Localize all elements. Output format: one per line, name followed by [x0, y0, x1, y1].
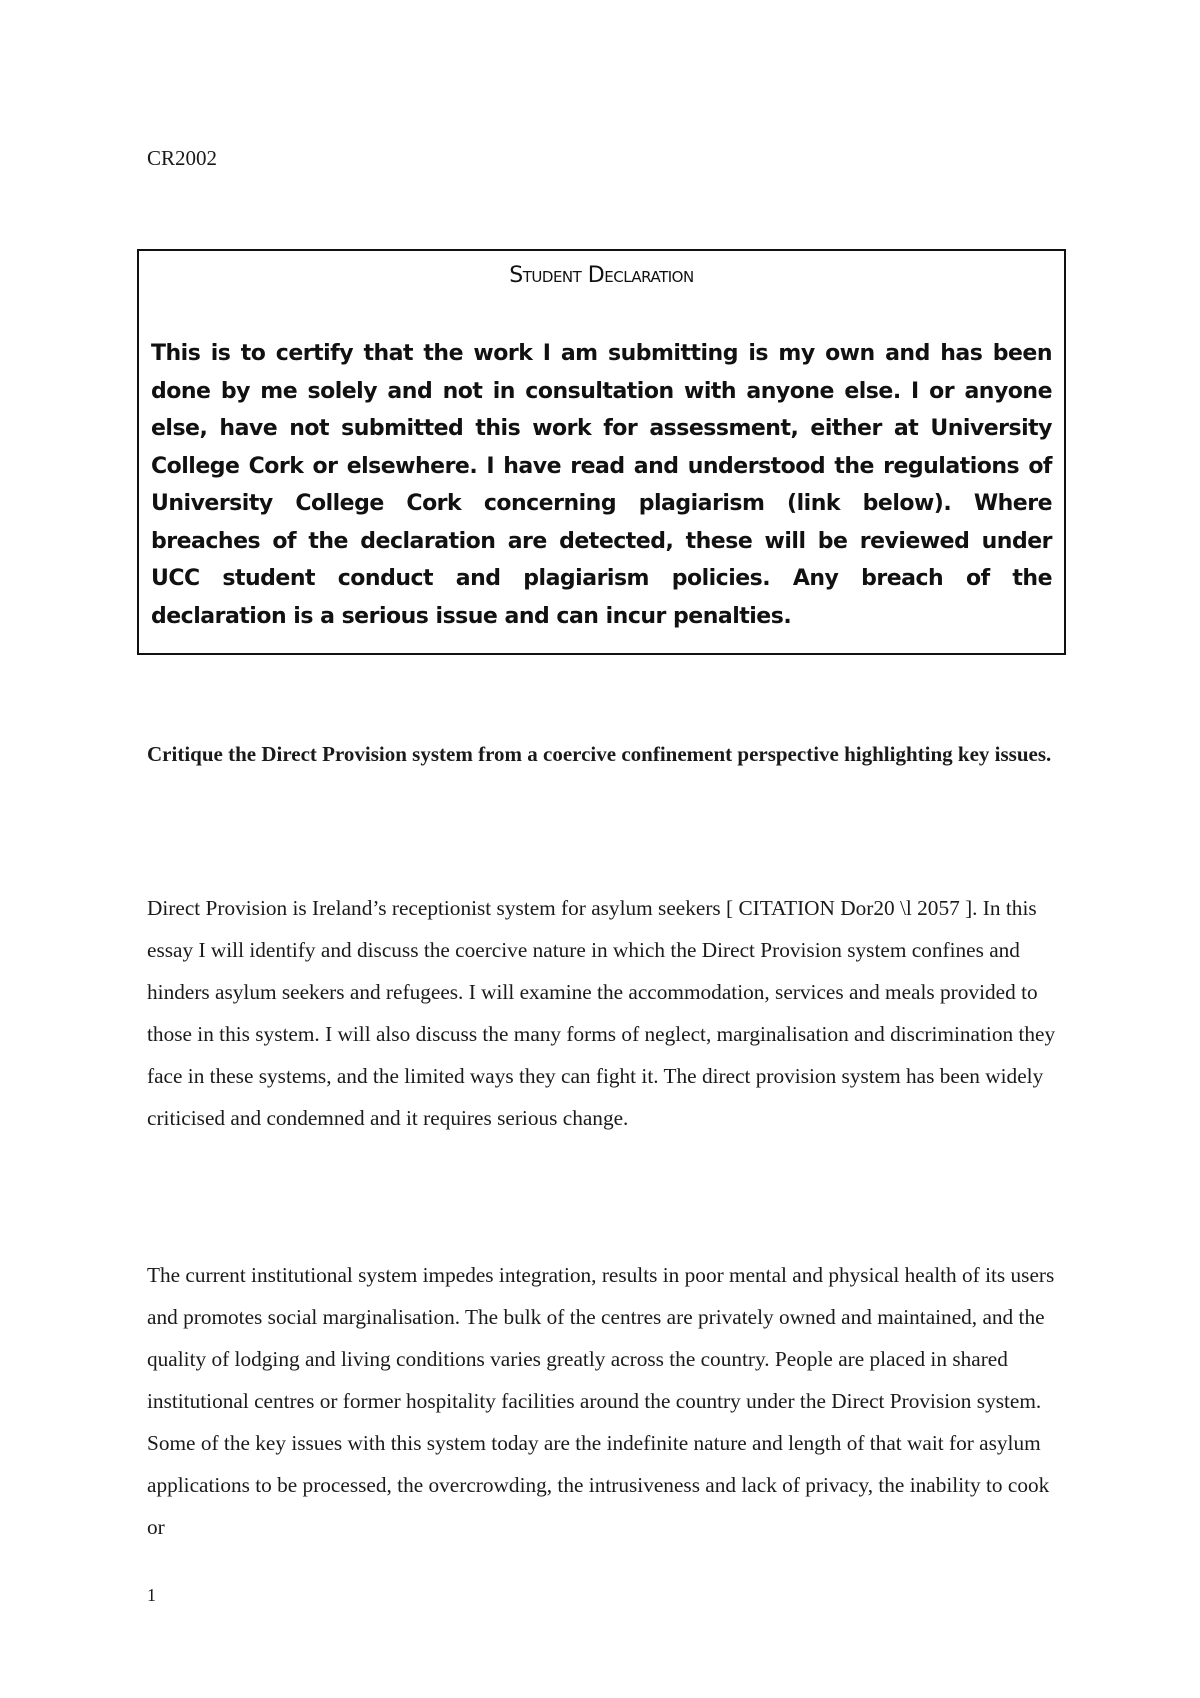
declaration-text: This is to certify that the work I am submitting is my own and has been done by me solely and not in consultation with anyone else. I or anyone else, have not submitted this work for assessment, either at University College Cork or elsewhere. I have read and understood the regulations of University College Cork concerning plagiarism (link below). Where breaches of the declaration are detected, these will be reviewed under UCC student conduct and plagiarism policies. Any breach of the declaration is a serious issue and can incur penalties. [151, 341, 1052, 629]
course-code: CR2002 [147, 146, 218, 170]
essay-question: Critique the Direct Provision system from a coercive confinement perspective highlighting key issues. [147, 742, 1052, 766]
declaration-title: Student Declaration [509, 263, 694, 288]
page-number: 1 [147, 1585, 156, 1605]
body-paragraph-1: Direct Provision is Ireland’s receptionist system for asylum seekers [ CITATION Dor20 \l 2057 ]. In this essay I will identify and discuss the coercive nature in which the Direct Provision system confines and hinders asylum seekers and refugees. I will examine the accommodation, services and meals provided to those in this system. I will also discuss the many forms of neglect, marginalisation and discrimination they face in these systems, and the limited ways they can fight it. The direct provision system has been widely criticised and condemned and it requires serious change. [147, 896, 1056, 1130]
student-declaration-box [137, 249, 1066, 655]
body-paragraph-2: The current institutional system impedes integration, results in poor mental and physical health of its users and promotes social marginalisation. The bulk of the centres are privately owned and maintained, and the quality of lodging and living conditions varies greatly across the country. People are placed in shared institutional centres or former hospitality facilities around the country under the Direct Provision system. Some of the key issues with this system today are the indefinite nature and length of that wait for asylum applications to be processed, the overcrowding, the intrusiveness and lack of privacy, the inability to cook or [147, 1263, 1055, 1539]
